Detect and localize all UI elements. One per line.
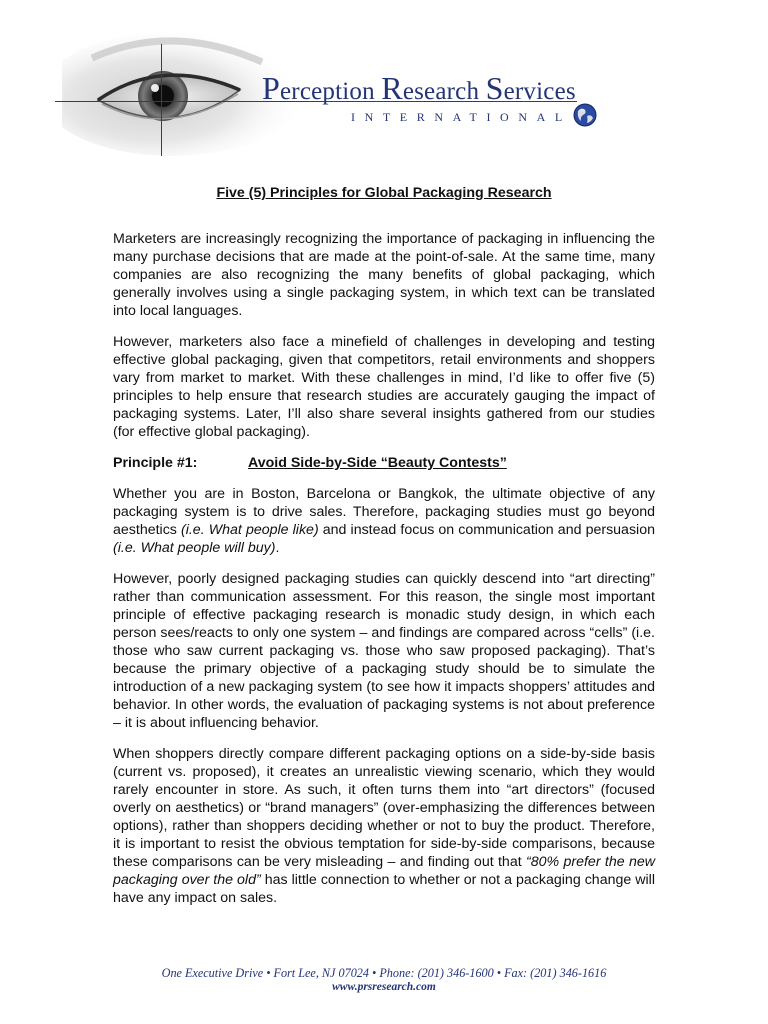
body-paragraph	[113, 485, 655, 557]
body-text: .	[275, 540, 280, 556]
principle-heading	[113, 454, 655, 472]
intro-paragraph: Marketers are increasingly recognizing the importance of packaging in influencing the many purchase decisions that are made at the point-of-sale. At the same time, many companies are also recognizing the many benefits of global packaging, which generally involves using a single packaging system, in which text can be translated into local languages.	[113, 231, 655, 319]
body-text: Whether you are in Boston, Barcelona or Bangkok, the ultimate objective of any packaging system is to drive sales. Therefore, packaging studies must go beyond aesthetics	[113, 486, 655, 538]
body-text: When shoppers directly compare different packaging options on a side-by-side basis (current vs. proposed), it creates an unrealistic viewing scenario, which they would rarely encounter in store. As such, it often turns them into “art directors” (focused overly on aesthetics) or “brand managers” (over-emphasizing the differences between options), rather than shoppers deciding whether or not to buy the product. Therefore, it is important to resist the obvious temptation for side-by-side comparisons, because these comparisons can be very misleading – and finding out that	[113, 746, 655, 870]
emphasis-text: (i.e. What people like)	[180, 522, 319, 538]
body-paragraph	[113, 745, 655, 907]
brand-word: ervices	[503, 78, 576, 105]
brand-word: esearch	[402, 78, 486, 105]
footer-website-link[interactable]: www.prsresearch.com	[332, 981, 436, 993]
brand-word: erception	[280, 78, 382, 105]
emphasis-text: “80% prefer the new packaging over the old”	[113, 854, 655, 888]
emphasis-text: (i.e. What people will buy)	[113, 540, 276, 556]
letterhead-vertical-rule	[161, 44, 162, 156]
footer-address: One Executive Drive • Fort Lee, NJ 07024 • Phone: (201) 346-1600 • Fax: (201) 346-1616	[161, 966, 607, 980]
page-footer	[0, 966, 768, 995]
intro-paragraph: However, marketers also face a minefield of challenges in developing and testing effective global packaging, given that competitors, retail environments and shoppers vary from market to market. With these challenges in mind, I’d like to offer five (5) principles to help ensure that research studies are accurately gauging the impact of packaging systems. Later, I’ll also share several insights gathered from our studies (for effective global packaging).	[113, 334, 655, 440]
letterhead	[0, 0, 768, 170]
brand-name	[262, 70, 576, 107]
body-paragraph: However, poorly designed packaging studies can quickly descend into “art directing” rather than communication assessment. For this reason, the single most important principle of effective packaging research is monadic study design, in which each person sees/reacts to only one system – and findings are compared across “cells” (i.e. those who saw current packaging vs. those who saw proposed packaging). That’s because the primary objective of a packaging study should be to simulate the introduction of a new packaging system (to see how it impacts shoppers’ attitudes and behavior. In other words, the evaluation of packaging systems is not about preference – it is about influencing behavior.	[113, 571, 655, 731]
brand-initial: R	[381, 70, 403, 106]
principle-title: Avoid Side-by-Side “Beauty Contests”	[248, 455, 507, 471]
globe-icon	[573, 103, 597, 127]
principle-number: Principle #1:	[113, 455, 198, 471]
brand-initial: S	[485, 70, 504, 106]
document-body	[113, 184, 655, 920]
body-text: has little connection to whether or not a packaging change will have any impact on sales.	[113, 872, 655, 906]
document-title: Five (5) Principles for Global Packaging Research	[216, 185, 552, 201]
body-text: and instead focus on communication and persuasion	[318, 522, 655, 538]
brand-initial: P	[262, 70, 280, 106]
brand-subtitle: INTERNATIONAL	[351, 110, 572, 124]
